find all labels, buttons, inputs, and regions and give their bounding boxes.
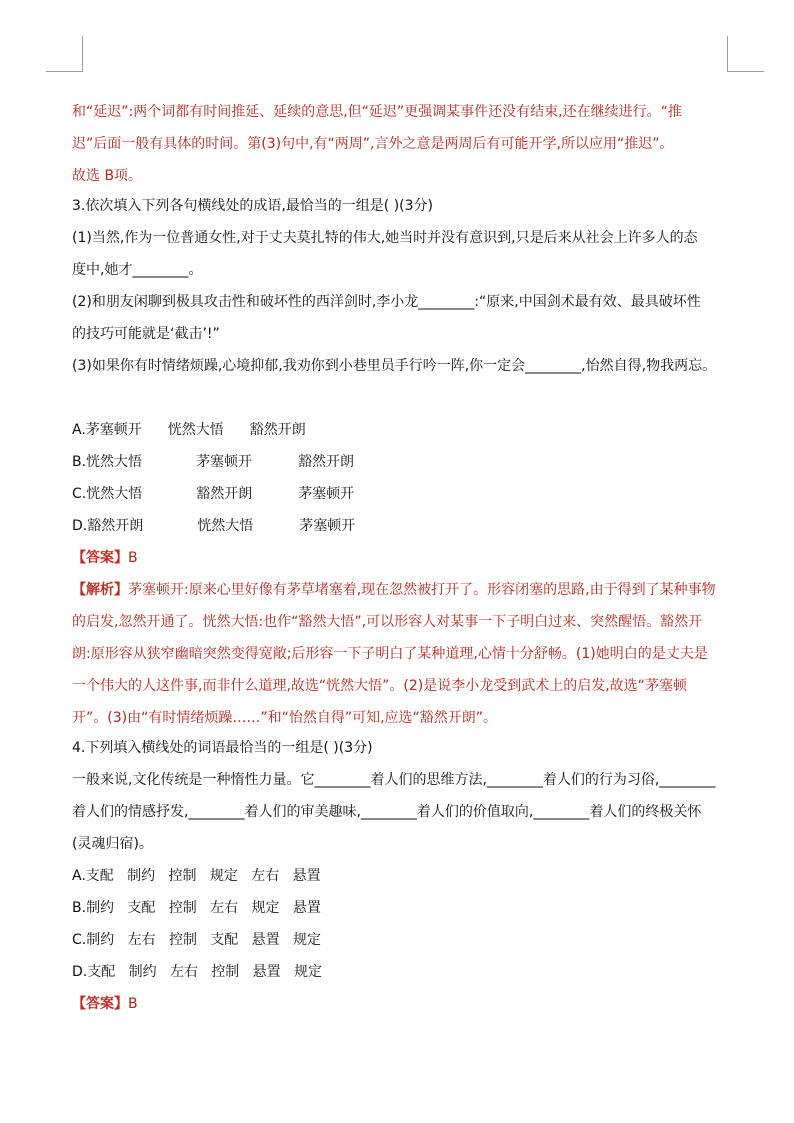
q3-sentence-1a: (1)当然,作为一位普通女性,对于丈夫莫扎特的伟大,她当时并没有意识到,只是后来从社会上许多人的态 [72,230,698,246]
q3-analysis-3: 朗:原形容从狭窄幽暗突然变得宽敞;后形容一下子明白了某种道理,心情十分舒畅。(1)她明白的是丈夫是 [72,646,708,662]
q3-stem: 3.依次填入下列各句横线处的成语,最恰当的一组是( )(3分) [72,198,434,214]
answer-label: 【答案】 [72,996,128,1012]
q4-option-a: A.支配 制约 控制 规定 左右 悬置 [72,868,321,884]
q4-stem: 4.下列填入横线处的词语最恰当的一组是( )(3分) [72,740,373,756]
q3-analysis-1: 【解析】茅塞顿开:原来心里好像有茅草堵塞着,现在忽然被打开了。形容闭塞的思路,由于得到了某种事物 [72,582,716,598]
crop-mark-top-right [727,36,764,72]
q3-sentence-3: (3)如果你有时情绪烦躁,心境抑郁,我劝你到小巷里员手行吟一阵,你一定会________,怡然自得,物我两忘。 [72,358,717,374]
q3-sentence-2a: (2)和朋友闲聊到极具攻击性和破坏性的西洋剑时,李小龙________:“原来,中国剑术最有效、最具破坏性 [72,294,701,310]
explanation-line-3: 故选 B项。 [72,168,143,184]
q3-option-d: D.豁然开朗 恍然大悟 茅塞顿开 [72,518,356,534]
q3-analysis-2: 的启发,忽然开通了。恍然大悟:也作“豁然大悟”,可以形容人对某事一下子明白过来、突然醒悟。豁然开 [72,614,703,630]
analysis-label: 【解析】 [72,582,128,598]
crop-mark-top-left [46,36,83,72]
q3-sentence-2b: 的技巧可能就是‘截击’!” [72,326,220,342]
q3-option-b: B.恍然大悟 茅塞顿开 豁然开朗 [72,454,355,470]
q3-option-a: A.茅塞顿开 恍然大悟 豁然开朗 [72,422,306,438]
answer-label: 【答案】 [72,550,128,566]
q3-analysis-4: 一个伟大的人这件事,而非什么道理,故选“恍然大悟”。(2)是说李小龙受到武术上的启发,故选“茅塞顿 [72,678,687,694]
explanation-line-1: 和“延迟”:两个词都有时间推延、延续的意思,但“延迟”更强调某事件还没有结束,还在继续进行。“推 [72,104,682,120]
q3-answer [72,548,138,568]
answer-value: B [128,996,138,1012]
q4-paragraph-3: (灵魂归宿)。 [72,836,153,852]
q4-answer [72,994,138,1014]
q3-sentence-1b: 度中,她才________。 [72,262,203,278]
answer-value: B [128,550,138,566]
explanation-line-2: 迟”后面一般有具体的时间。第(3)句中,有“两周”,言外之意是两周后有可能开学,所以应用“推迟”。 [72,136,674,152]
q4-option-d: D.支配 制约 左右 控制 悬置 规定 [72,964,323,980]
q4-option-c: C.制约 左右 控制 支配 悬置 规定 [72,932,322,948]
q4-paragraph-2: 着人们的情感抒发,________着人们的审美趣味,________着人们的价值取向,________着人们的终极关怀 [72,804,702,820]
q4-option-b: B.制约 支配 控制 左右 规定 悬置 [72,900,321,916]
q3-analysis-5: 开”。(3)由“有时情绪烦躁……”和“怡然自得”可知,应选“豁然开朗”。 [72,710,498,726]
q3-option-c: C.恍然大悟 豁然开朗 茅塞顿开 [72,486,355,502]
q4-paragraph-1: 一般来说,文化传统是一种惰性力量。它________着人们的思维方法,________着人们的行为习俗,________ [72,772,716,788]
